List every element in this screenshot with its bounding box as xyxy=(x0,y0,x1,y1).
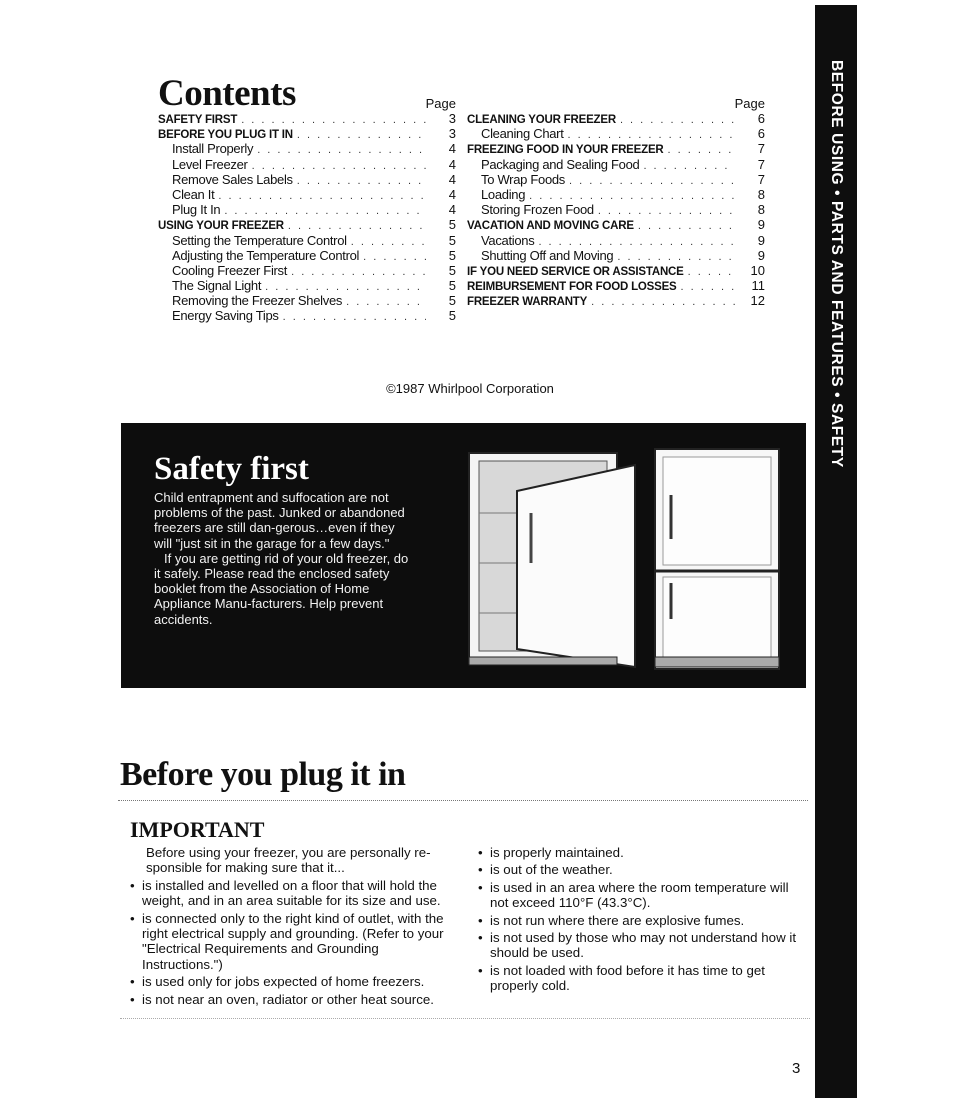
page-number: 3 xyxy=(792,1060,801,1077)
toc-entry-page: 5 xyxy=(448,262,456,278)
toc-right-rows xyxy=(467,111,765,308)
toc-entry-label: Shutting Off and Moving xyxy=(481,247,614,263)
toc-entry-page: 3 xyxy=(448,111,456,126)
toc-entry-label: Install Properly xyxy=(172,141,254,157)
bullet-text: is used only for jobs expected of home freezers. xyxy=(142,974,425,990)
toc-entry-page: 9 xyxy=(757,217,765,233)
important-heading: IMPORTANT xyxy=(130,817,265,842)
toc-entry-page: 7 xyxy=(757,156,765,172)
toc-entry xyxy=(158,233,456,248)
toc-leader-dots xyxy=(688,265,735,278)
closed-freezer-image xyxy=(655,449,779,669)
bullet-text: is used in an area where the room temperature will not exceed 110°F (43.3°C). xyxy=(490,879,789,911)
toc-entry-page: 7 xyxy=(757,141,765,157)
toc-leader-dots xyxy=(283,310,426,323)
plug-in-left-column xyxy=(130,845,462,1009)
toc-entry xyxy=(158,263,456,278)
toc-entry xyxy=(467,111,765,126)
bullet-item xyxy=(478,862,800,877)
toc-entry-page: 5 xyxy=(448,278,456,294)
toc-entry-page: 10 xyxy=(750,262,765,278)
bullet-item xyxy=(478,913,800,928)
left-bullet-list xyxy=(130,878,462,1007)
toc-entry xyxy=(158,141,456,156)
toc-entry-label: Level Freezer xyxy=(172,156,248,172)
toc-entry-page: 8 xyxy=(757,202,765,218)
toc-entry xyxy=(158,187,456,202)
toc-entry-label: Vacations xyxy=(481,232,535,248)
toc-entry-label: To Wrap Foods xyxy=(481,171,566,187)
toc-entry-label: Loading xyxy=(481,186,526,202)
toc-entry-label: Cooling Freezer First xyxy=(172,262,288,278)
toc-leader-dots xyxy=(638,219,735,232)
toc-leader-dots xyxy=(643,159,735,172)
side-tab xyxy=(815,5,857,1098)
toc-entry xyxy=(158,308,456,323)
toc-entry-page: 8 xyxy=(757,186,765,202)
toc-entry-label: Removing the Freezer Shelves xyxy=(172,293,343,309)
toc-entry-label: Storing Frozen Food xyxy=(481,202,594,218)
bullet-item xyxy=(478,963,800,994)
toc-entry-page: 6 xyxy=(757,126,765,142)
divider xyxy=(118,800,808,802)
toc-entry xyxy=(467,278,765,293)
freezer-illustration xyxy=(467,443,783,673)
toc-leader-dots xyxy=(591,295,735,308)
toc-entry-page: 9 xyxy=(757,232,765,248)
toc-entry-label: USING YOUR FREEZER xyxy=(158,220,284,233)
toc-leader-dots xyxy=(241,113,426,126)
toc-entry xyxy=(158,293,456,308)
toc-entry-page: 4 xyxy=(448,202,456,218)
bullet-item xyxy=(130,911,462,973)
toc-entry-label: The Signal Light xyxy=(172,278,262,294)
toc-entry xyxy=(158,217,456,232)
bullet-text: is not run where there are explosive fumes. xyxy=(490,912,745,928)
bullet-text: is not near an oven, radiator or other heat source. xyxy=(142,991,434,1007)
toc-entry-label: Energy Saving Tips xyxy=(172,308,279,324)
toc-entry-label: Packaging and Sealing Food xyxy=(481,156,640,172)
toc-leader-dots xyxy=(218,189,426,202)
toc-entry xyxy=(158,157,456,172)
toc-leader-dots xyxy=(297,128,426,141)
toc-entry-page: 5 xyxy=(448,247,456,263)
toc-entry xyxy=(467,172,765,187)
toc-leader-dots xyxy=(346,295,426,308)
toc-entry-page: 5 xyxy=(448,232,456,248)
open-freezer-image xyxy=(469,453,635,667)
toc-entry-label: Clean It xyxy=(172,186,215,202)
toc-leader-dots xyxy=(681,280,735,293)
bullet-item xyxy=(130,992,462,1007)
toc-entry xyxy=(467,233,765,248)
toc-entry-page: 5 xyxy=(448,308,456,324)
toc-entry-label: Adjusting the Temperature Control xyxy=(172,247,360,263)
toc-entry-label: VACATION AND MOVING CARE xyxy=(467,220,634,233)
safety-paragraph: If you are getting rid of your old freezer, do it safely. Please read the enclosed safety booklet from the Association of Home Appliance Manu-facturers. Help prevent accidents. xyxy=(154,550,409,627)
toc-entry xyxy=(467,202,765,217)
toc-leader-dots xyxy=(224,204,426,217)
toc-leader-dots xyxy=(529,189,735,202)
toc-leader-dots xyxy=(598,204,735,217)
toc-entry xyxy=(467,141,765,156)
toc-entry xyxy=(158,248,456,263)
toc-leader-dots xyxy=(288,219,426,232)
safety-text xyxy=(154,490,414,627)
toc-entry xyxy=(158,126,456,141)
toc-leader-dots xyxy=(265,280,426,293)
contents-title: Contents xyxy=(158,73,296,114)
bullet-text: is installed and levelled on a floor that will hold the weight, and in an area suitable for its size and use. xyxy=(142,877,441,909)
toc-entry xyxy=(158,278,456,293)
divider xyxy=(120,1018,810,1020)
toc-leader-dots xyxy=(538,235,735,248)
toc-entry-label: FREEZER WARRANTY xyxy=(467,296,588,309)
safety-title: Safety first xyxy=(154,451,309,487)
toc-leader-dots xyxy=(291,265,426,278)
bullet-text: is not loaded with food before it has time to get properly cold. xyxy=(490,962,765,994)
toc-entry-label: Cleaning Chart xyxy=(481,126,564,142)
toc-entry-label: Setting the Temperature Control xyxy=(172,232,347,248)
safety-banner xyxy=(121,423,806,688)
bullet-text: is out of the weather. xyxy=(490,862,613,878)
toc-leader-dots xyxy=(351,235,426,248)
toc-entry-page: 7 xyxy=(757,171,765,187)
toc-leader-dots xyxy=(363,250,426,263)
toc-entry-page: 4 xyxy=(448,141,456,157)
toc-leader-dots xyxy=(252,159,426,172)
toc-entry-page: 4 xyxy=(448,186,456,202)
toc-entry-page: 5 xyxy=(448,293,456,309)
toc-leader-dots xyxy=(257,143,426,156)
plug-in-right-column xyxy=(478,845,800,996)
toc-entry xyxy=(158,172,456,187)
toc-entry-label: Plug It In xyxy=(172,202,221,218)
bullet-text: is properly maintained. xyxy=(490,845,624,860)
toc-leader-dots xyxy=(568,128,735,141)
plug-in-title: Before you plug it in xyxy=(120,756,406,793)
toc-entry xyxy=(467,248,765,263)
toc-entry xyxy=(467,293,765,308)
toc-entry-label: IF YOU NEED SERVICE OR ASSISTANCE xyxy=(467,265,684,278)
side-tab-label: BEFORE USING • PARTS AND FEATURES • SAFETY xyxy=(828,60,845,468)
bullet-item xyxy=(130,974,462,989)
toc-entry-page: 6 xyxy=(757,111,765,126)
bullet-item xyxy=(478,880,800,911)
page-column-heading: Page xyxy=(734,96,765,111)
toc-leader-dots xyxy=(620,113,735,126)
toc-entry-label: BEFORE YOU PLUG IT IN xyxy=(158,129,293,142)
safety-paragraph: Child entrapment and suffocation are not problems of the past. Junked or abandoned freezers are still dan-gerous…even if they will "just sit in the garage for a few days." xyxy=(154,490,405,551)
page-column-heading: Page xyxy=(425,96,456,111)
toc-entry xyxy=(467,126,765,141)
toc-entry-label: REIMBURSEMENT FOR FOOD LOSSES xyxy=(467,281,677,294)
bullet-text: is not used by those who may not understand how it should be used. xyxy=(490,930,797,961)
toc-leader-dots xyxy=(297,174,426,187)
bullet-item xyxy=(478,845,800,860)
toc-entry-label: SAFETY FIRST xyxy=(158,114,238,126)
toc-entry xyxy=(467,157,765,172)
toc-entry-page: 9 xyxy=(757,247,765,263)
toc-leader-dots xyxy=(617,250,735,263)
copyright-notice: ©1987 Whirlpool Corporation xyxy=(386,381,554,396)
toc-right-column xyxy=(467,96,765,308)
toc-entry xyxy=(158,111,456,126)
toc-entry xyxy=(467,187,765,202)
toc-left-column xyxy=(158,96,456,324)
toc-entry-page: 5 xyxy=(448,217,456,233)
bullet-item xyxy=(478,930,800,961)
toc-entry-label: Remove Sales Labels xyxy=(172,171,293,187)
toc-entry xyxy=(467,217,765,232)
toc-entry xyxy=(467,263,765,278)
toc-entry-page: 11 xyxy=(751,278,765,294)
bullet-item xyxy=(130,878,462,909)
toc-entry-page: 12 xyxy=(750,293,765,309)
toc-entry-label: CLEANING YOUR FREEZER xyxy=(467,114,616,126)
toc-entry-page: 4 xyxy=(448,171,456,187)
toc-leader-dots xyxy=(569,174,735,187)
toc-leader-dots xyxy=(668,143,735,156)
toc-left-rows xyxy=(158,111,456,324)
toc-entry-page: 3 xyxy=(448,126,456,142)
toc-entry xyxy=(158,202,456,217)
plug-in-intro: Before using your freezer, you are personally re-sponsible for making sure that it... xyxy=(146,845,431,876)
right-bullet-list xyxy=(478,845,800,994)
toc-entry-label: FREEZING FOOD IN YOUR FREEZER xyxy=(467,144,664,157)
bullet-text: is connected only to the right kind of outlet, with the right electrical supply and grounding. (Refer to your "Electrical Requirements and Grounding Instructions.") xyxy=(142,910,444,972)
toc-entry-page: 4 xyxy=(448,156,456,172)
